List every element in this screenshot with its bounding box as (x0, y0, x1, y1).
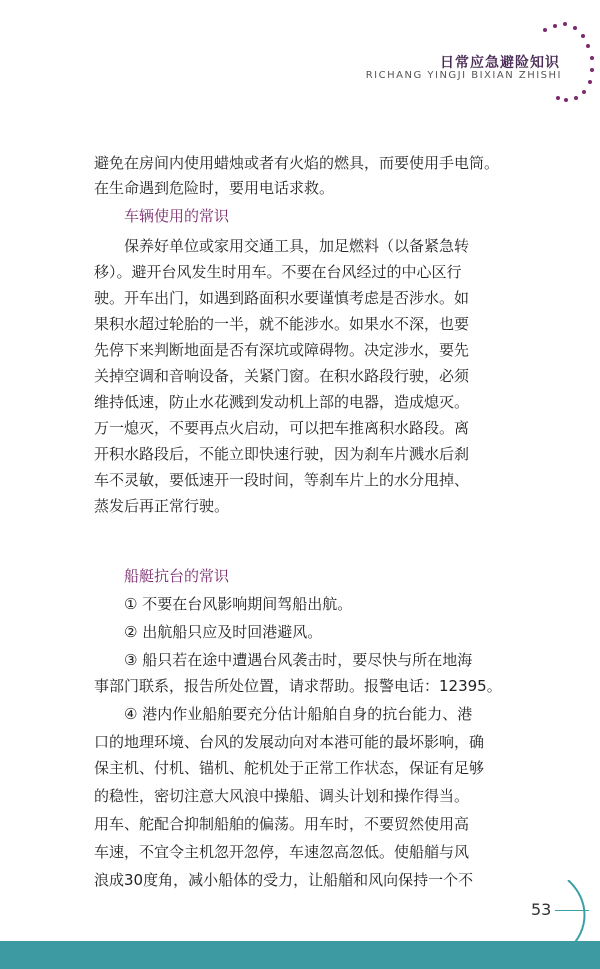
footer-bar (0, 941, 600, 969)
paragraph-line: 果积水超过轮胎的一半，就不能涉水。如果水不深，也要 (94, 315, 470, 333)
paragraph-line: 事部门联系，报告所处位置，请求帮助。报警电话：12395。 (94, 677, 502, 695)
list-item: ③ 船只若在途中遭遇台风袭击时，要尽快与所在地海 (124, 651, 473, 669)
page-number: 53 (531, 900, 552, 919)
paragraph-line: 移）。避开台风发生时用车。不要在台风经过的中心区行 (94, 263, 462, 281)
footer-arc-icon (560, 880, 600, 950)
paragraph-line: 保养好单位或家用交通工具，加足燃料（以备紧急转 (124, 237, 470, 255)
intro-line-2: 在生命遇到危险时，要用电话求救。 (94, 179, 335, 197)
paragraph-line: 浪成30度角，减小船体的受力，让船艏和风向保持一个不 (94, 871, 474, 889)
paragraph-line: 口的地理环境、台风的发展动向对本港可能的最坏影响，确 (94, 733, 485, 751)
header-title: 日常应急避险知识 (440, 55, 560, 71)
paragraph-line: 保主机、付机、锚机、舵机处于正常工作状态，保证有足够 (94, 759, 485, 777)
list-item: ④ 港内作业船舶要充分估计船舶自身的抗台能力、港 (124, 705, 473, 723)
list-item: ① 不要在台风影响期间驾船出航。 (124, 595, 353, 613)
intro-line-1: 避免在房间内使用蜡烛或者有火焰的燃具，而要使用手电筒。 (94, 154, 500, 172)
paragraph-line: 开积水路段后，不能立即快速行驶，因为刹车片溅水后刹 (94, 445, 470, 463)
paragraph-line: 万一熄灭，不要再点火启动，可以把车推离积水路段。离 (94, 419, 470, 437)
paragraph-line: 用车、舵配合抑制船舶的偏荡。用车时，不要贸然使用高 (94, 815, 470, 833)
paragraph-line: 的稳性，密切注意大风浪中操船、调头计划和操作得当。 (94, 787, 470, 805)
paragraph-line: 关掉空调和音响设备，关紧门窗。在积水路段行驶，必须 (94, 367, 470, 385)
paragraph-line: 驶。开车出门，如遇到路面积水要谨慎考虑是否涉水。如 (94, 289, 470, 307)
list-item: ② 出航船只应及时回港避风。 (124, 623, 323, 641)
paragraph-line: 车不灵敏，要低速开一段时间，等刹车片上的水分甩掉、 (94, 471, 470, 489)
page-number-rule (555, 910, 589, 911)
paragraph-line: 蒸发后再正常行驶。 (94, 497, 230, 515)
header-subtitle: RICHANG YINGJI BIXIAN ZHISHI (365, 70, 562, 81)
section-title-vehicle: 车辆使用的常识 (124, 207, 230, 225)
paragraph-line: 维持低速，防止水花溅到发动机上部的电器，造成熄灭。 (94, 393, 470, 411)
paragraph-line: 先停下来判断地面是否有深坑或障碍物。决定涉水，要先 (94, 341, 470, 359)
paragraph-line: 车速，不宜令主机忽开忽停，车速忽高忽低。使船艏与风 (94, 843, 470, 861)
section-title-ship: 船艇抗台的常识 (124, 567, 230, 585)
